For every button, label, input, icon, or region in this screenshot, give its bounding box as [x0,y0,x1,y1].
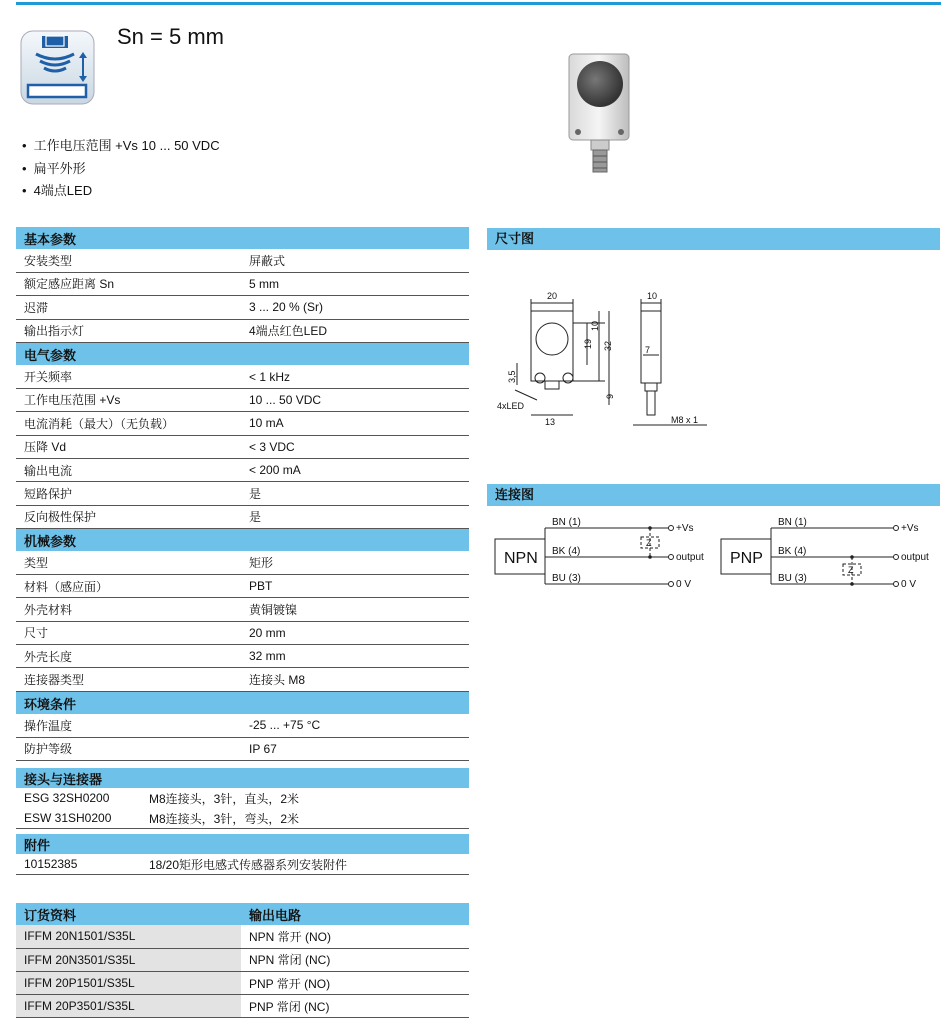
spec-value: 32 mm [241,645,469,668]
dimension-drawing [487,285,727,435]
accessories-title: 附件 [16,834,469,854]
svg-text:10: 10 [590,320,600,331]
table-row [16,388,469,411]
section-title: 基本参数 [16,227,469,249]
spec-label: 迟滞 [16,296,241,319]
list-item: • 工作电压范围 +Vs 10 ... 50 VDC [22,135,220,158]
spec-value: 矩形 [241,551,469,574]
section-header-row [16,342,469,365]
svg-text:Z: Z [646,538,652,548]
svg-text:M8 x 1: M8 x 1 [671,415,699,425]
connector-desc: M8连接头，3针，直头，2米 [149,791,300,806]
spec-value: 连接头 M8 [241,668,469,691]
svg-text:0 V: 0 V [901,579,917,590]
table-row [16,249,469,272]
connector-code: ESG 32SH0200 [24,791,110,805]
wiring-diagram-header: 连接图 [487,484,940,506]
svg-text:BK (4): BK (4) [778,546,807,557]
order-code: IFFM 20N1501/S35L [16,925,241,948]
table-header-row [16,768,469,788]
section-header-row [16,691,469,714]
spec-value: < 1 kHz [241,365,469,388]
table-row [16,412,469,435]
table-row [16,598,469,621]
svg-text:4xLED: 4xLED [497,401,525,411]
section-title: 环境条件 [16,691,469,714]
dimension-drawing-header: 尺寸图 [487,228,940,250]
section-title: 机械参数 [16,529,469,552]
order-circuit: NPN 常开 (NO) [241,925,469,948]
table-row [16,551,469,574]
svg-text:output: output [676,552,704,563]
list-item: • 扁平外形 [22,158,220,181]
table-row [16,854,469,875]
connector-code: ESW 31SH0200 [16,808,141,829]
spec-label: 尺寸 [16,621,241,644]
spec-value: < 3 VDC [241,435,469,458]
spec-value: PBT [241,574,469,597]
table-row [16,505,469,528]
spec-table [16,227,469,761]
order-circuit: NPN 常闭 (NC) [241,948,469,971]
spec-value: 3 ... 20 % (Sr) [241,296,469,319]
order-code: IFFM 20P3501/S35L [16,995,241,1018]
connectors-title: 接头与连接器 [16,768,469,788]
table-row [16,458,469,481]
spec-label: 开关频率 [16,365,241,388]
table-row [16,808,469,829]
spec-label: 电流消耗（最大）（无负载） [16,412,241,435]
table-row [16,971,469,994]
table-row [16,365,469,388]
svg-text:19: 19 [583,338,593,349]
list-item: • 4端点LED [22,180,220,203]
table-row [16,482,469,505]
svg-text:output: output [901,552,929,563]
ordering-table [16,903,469,1018]
table-header-row [16,834,469,854]
svg-text:BU (3): BU (3) [778,573,807,584]
svg-text:20: 20 [547,291,558,301]
spec-value: 20 mm [241,621,469,644]
sensor-icon [20,30,96,106]
spec-label: 类型 [16,551,241,574]
wiring-diagram [490,512,940,597]
table-row [16,668,469,691]
svg-text:3,5: 3,5 [507,370,517,383]
svg-text:Z: Z [848,565,854,575]
spec-label: 操作温度 [16,714,241,737]
spec-label: 工作电压范围 +Vs [16,388,241,411]
table-row [16,435,469,458]
table-row [16,948,469,971]
spec-label: 输出指示灯 [16,319,241,342]
table-row [16,645,469,668]
svg-text:+Vs: +Vs [676,523,694,534]
table-row [16,319,469,342]
spec-label: 连接器类型 [16,668,241,691]
spec-label: 反向极性保护 [16,505,241,528]
svg-text:9: 9 [605,393,615,399]
section-header-row [16,227,469,249]
table-row [16,995,469,1018]
spec-value: 是 [241,482,469,505]
svg-text:PNP: PNP [730,550,763,567]
spec-value: 屏蔽式 [241,249,469,272]
table-header-row [16,903,469,925]
table-row [16,574,469,597]
order-circuit: PNP 常开 (NO) [241,971,469,994]
svg-text:32: 32 [603,340,613,351]
spec-value: IP 67 [241,737,469,760]
table-row [16,621,469,644]
spec-label: 额定感应距离 Sn [16,272,241,295]
accessories-table [16,834,469,875]
svg-text:BN (1): BN (1) [552,517,581,528]
svg-text:0 V: 0 V [676,579,692,590]
svg-text:NPN: NPN [504,550,538,567]
table-row [16,788,469,808]
spec-label: 短路保护 [16,482,241,505]
circuit-col-header: 输出电路 [241,903,469,925]
spec-label: 压降 Vd [16,435,241,458]
table-row [16,737,469,760]
spec-label: 材料（感应面） [16,574,241,597]
svg-text:13: 13 [545,417,556,427]
svg-text:BN (1): BN (1) [778,517,807,528]
table-row [16,272,469,295]
spec-label: 外壳长度 [16,645,241,668]
connector-desc: M8连接头，3针，弯头，2米 [141,808,469,829]
svg-text:+Vs: +Vs [901,523,919,534]
svg-text:BU (3): BU (3) [552,573,581,584]
accessory-code: 10152385 [16,854,141,875]
order-code: IFFM 20P1501/S35L [16,971,241,994]
feature-list [22,135,220,203]
connectors-table [16,768,469,829]
spec-value: 5 mm [241,272,469,295]
spec-value: 是 [241,505,469,528]
spec-label: 外壳材料 [16,598,241,621]
table-row [16,714,469,737]
spec-value: 4端点红色LED [241,319,469,342]
svg-text:BK (4): BK (4) [552,546,581,557]
order-code: IFFM 20N3501/S35L [16,948,241,971]
spec-value: 10 ... 50 VDC [241,388,469,411]
section-title: 电气参数 [16,342,469,365]
spec-value: 10 mA [241,412,469,435]
table-row [16,925,469,948]
page-title: Sn = 5 mm [117,24,224,49]
spec-value: < 200 mA [241,458,469,481]
section-header-row [16,529,469,552]
spec-value: 黄铜镀镍 [241,598,469,621]
spec-label: 防护等级 [16,737,241,760]
top-accent-bar [16,2,941,5]
spec-label: 输出电流 [16,458,241,481]
table-row [16,296,469,319]
svg-text:10: 10 [647,291,658,301]
product-photo [565,52,635,177]
accessory-desc: 18/20矩形电感式传感器系列安装附件 [141,854,469,875]
order-circuit: PNP 常闭 (NC) [241,995,469,1018]
ordering-col-header: 订货资料 [16,903,241,925]
svg-text:7: 7 [645,345,651,355]
spec-value: -25 ... +75 °C [241,714,469,737]
spec-label: 安装类型 [16,249,241,272]
